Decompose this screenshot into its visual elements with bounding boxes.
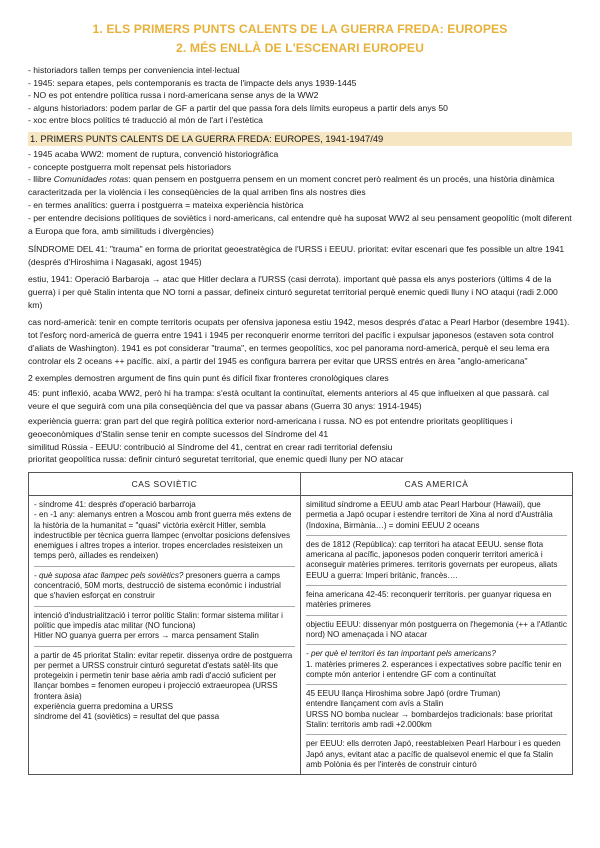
paragraph: cas nord-americà: tenir en compte territoris ocupats per ofensiva japonesa estiu 1942, mesos després d'atac a Pearl Harbor (desembre 1941). tot l'esforç nord-americà de guerra entre 1941 i 1945 per reconquerir enorme territori del pacífic i expulsar japonesos (estaven sota control d'aliats de Washington). 1941 es pot considerar "trauma", en termes geopolítics, xoc pel panorama nord-americà, perquè el seu lema era controlar els 2 oceans ++ pacífic. així, a partir del 1945 es configura barrera per evitar que URSS entrés en àrea "anglo-americana" (28, 316, 570, 366)
bullet-item: - en termes analítics: guerra i postguerra = mateixa experiència històrica (28, 200, 304, 211)
cell-question: - què suposa atac llampec pels soviètics? (34, 570, 184, 580)
title-line-1: 1. ELS PRIMERS PUNTS CALENTS DE LA GUERRA FREDA: EUROPES (92, 22, 508, 36)
intro-item: - xoc entre blocs polítics té traducció al món de l'art i l'estètica (28, 115, 263, 126)
intro-item: - historiadors tallen temps per conveniencia intel·lectual (28, 65, 240, 75)
cell-block (34, 611, 295, 647)
page-title (28, 20, 572, 58)
american-cell (301, 495, 573, 774)
paragraph: 45: punt inflexió, acaba WW2, però hi ha trampa: s'està ocultant la continuïtat, elements anteriors al 45 que influeixen al que passarà. cal veure el que seguirà com una pila conseqüència del que va passar abans (Guerra 30 anys: 1914-1945) (28, 387, 549, 411)
cell-text: 45 EEUU llança Hiroshima sobre Japó (ordre Truman) (306, 689, 501, 699)
paragraph: prioritat geopolítica russa: definir cinturó seguretat territorial, que enemic quedi lluny per NO atacar (28, 454, 404, 465)
soviet-cell (29, 495, 301, 774)
cell-text: - en -1 any: alemanys entren a Moscou amb front guerra més extens de la història de la humanitat = "quasi" victòria exèrcit Hitler, sembla indestructible per tècnica guerra llampec (envoltar posicions defensives enemigues i altres tropes a interior. tropes encerclades resisteixen un temps però, aïllades es rendeixen) (34, 510, 292, 561)
column-header-soviet: CAS SOVIÈTIC (29, 472, 301, 495)
table-row (29, 495, 573, 774)
section-heading: 1. PRIMERS PUNTS CALENTS DE LA GUERRA FREDA: EUROPES, 1941-1947/49 (28, 132, 572, 146)
paragraph: similitud Rússia - EEUU: contribució al Síndrome del 41, centrat en crear radi territorial defensiu (28, 441, 393, 452)
bullet-prefix: - llibre (28, 174, 54, 185)
cell-block (306, 649, 567, 685)
bullet-item: - 1945 acaba WW2: moment de ruptura, convenció historiogràfica (28, 148, 279, 159)
title-line-2: 2. MÉS ENLLÀ DE L'ESCENARI EUROPEU (175, 41, 425, 55)
book-title: Comunidades rotas (53, 174, 129, 185)
cell-block (34, 651, 295, 727)
cell-text: - síndrome 41: després d'operació barbarroja (34, 499, 196, 509)
cell-text: síndrome del 41 (soviètics) = resultat del que passa (34, 712, 220, 722)
paragraph-group (28, 243, 572, 466)
cell-block: des de 1812 (República): cap territori ha atacat EEUU. sense flota americana al pacífic, japonesos poden conquerir territori americà i aconseguir matèries primeres. territoris governats per europeus, aliats EEUU a guerra: Imperi britànic, francès…. (306, 540, 567, 586)
intro-item: - NO es pot entendre política russa i nord-americana sense anys de la WW2 (28, 90, 319, 101)
cell-block: per EEUU: ells derroten Japó, reestableixen Pearl Harbour i es queden Japó anys, evitant atac a pacífic de qualsevol enemic el que fa Stalin amb Polònia és per l'interès de construir cinturó (306, 739, 561, 769)
bullet-item (28, 173, 572, 199)
intro-item: - 1945: separa etapes, pels contemporanis es tracta de l'impacte dels anys 1939-1445 (28, 77, 357, 88)
bullet-item: - per entendre decisions polítiques de soviètics i nord-americans, cal entendre què ha suposat WW2 al seu pensament geopolític (molt diferent a Europa que fora, amb similituds i divergències) (28, 212, 572, 236)
comparison-table (28, 472, 573, 775)
cell-block: objectiu EEUU: dissenyar món postguerra on l'hegemonia (++ a l'Atlantic nord) NO amenaçada i NO atacar (306, 620, 567, 646)
bullet-item: - concepte postguerra molt repensat pels historiadors (28, 161, 232, 172)
cell-text: Hitler NO guanya guerra per errors → marca pensament Stalin (34, 631, 259, 641)
cell-text: presoners guerra a camps concentració, 50M morts, destrucció de sistema econòmic i industrial que s'havien esforçat en construir (34, 570, 281, 601)
cell-block (306, 689, 567, 735)
paragraph: experiència guerra: gran part del que regirà política exterior nord-americana i russa. NO es pot entendre prioritats geoplítiques i geoeconòmiques d'Stalin sense tenir en compte sucessos del Síndrome del 41 (28, 415, 513, 439)
paragraph: estiu, 1941: Operació Barbaroja → atac que Hitler declara a l'URSS (casi derrota). important què passa els anys posteriors (últims 4 de la guerra) i per què Stalin intenta que NO torni a passar, defineix cinturó seguretat territorial perquè enemic quedi lluny i NO ataqui (radi 2.000 km) (28, 273, 558, 310)
column-header-american: CAS AMERICÀ (301, 472, 573, 495)
intro-item: - alguns historiadors: podem parlar de GF a partir del que passa fora dels límits europeus a partir dels anys 50 (28, 102, 448, 113)
intro-list (28, 64, 572, 127)
cell-question: - per què el territori és tan important pels americans? (306, 649, 496, 659)
cell-block (34, 571, 295, 607)
section-body (28, 148, 572, 238)
cell-text: entendre llançament com avís a Stalin (306, 699, 444, 709)
table-header-row (29, 472, 573, 495)
paragraph: 2 exemples demostren argument de fins quin punt és difícil fixar fronteres cronològiques clares (28, 372, 389, 383)
cell-text: URSS NO bomba nuclear → bombardejos tradicionals: base prioritat Stalin: territoris amb radi +2.000km (306, 709, 553, 729)
cell-text: experiència guerra predomina a URSS (34, 701, 174, 711)
cell-text: a partir de 45 prioritat Stalin: evitar repetir. dissenya ordre de postguerra per permet a URSS construir cinturó seguretat d'estats satèl·lits que protegeixin i permetin tenir base aèria amb radi d'acció suficient per llançar bombes = fenomen europeu i projecció extraeuropea (URSS frontera àsia) (34, 650, 293, 701)
cell-block: similitud síndrome a EEUU amb atac Pearl Harbour (Hawaii), que permetia a Japó ocupar i estendre territori de Xina al nord d'Austràlia (Indoxina, Birmània…) = domini EEUU 2 oceans (306, 500, 567, 536)
cell-text: 1. matèries primeres 2. esperances i expectatives sobre pacífic tenir en compte món anterior i entendre GF com a continuïtat (306, 659, 562, 679)
cell-block: feina americana 42-45: reconquerir territoris. per guanyar riquesa en matèries primeres (306, 590, 567, 616)
bullet-text: : quan pensem en postguerra pensem en un moment concret però realment és un procés, una història dinàmica caracteritzada per la violència i les conseqüències de la qual arriben fins als nostres dies (28, 174, 555, 198)
cell-text: intenció d'industrialització i terror polític Stalin: formar sistema militar i polític que impedís atac militar (NO funciona) (34, 610, 283, 630)
cell-block (34, 500, 295, 567)
paragraph: SÍNDROME DEL 41: "trauma" en forma de prioritat geoestratègica de l'URSS i EEUU. prioritat: evitar escenari que fes possible un altre 1941 (després d'Hiroshima i Nagasaki, agost 1945) (28, 243, 565, 267)
